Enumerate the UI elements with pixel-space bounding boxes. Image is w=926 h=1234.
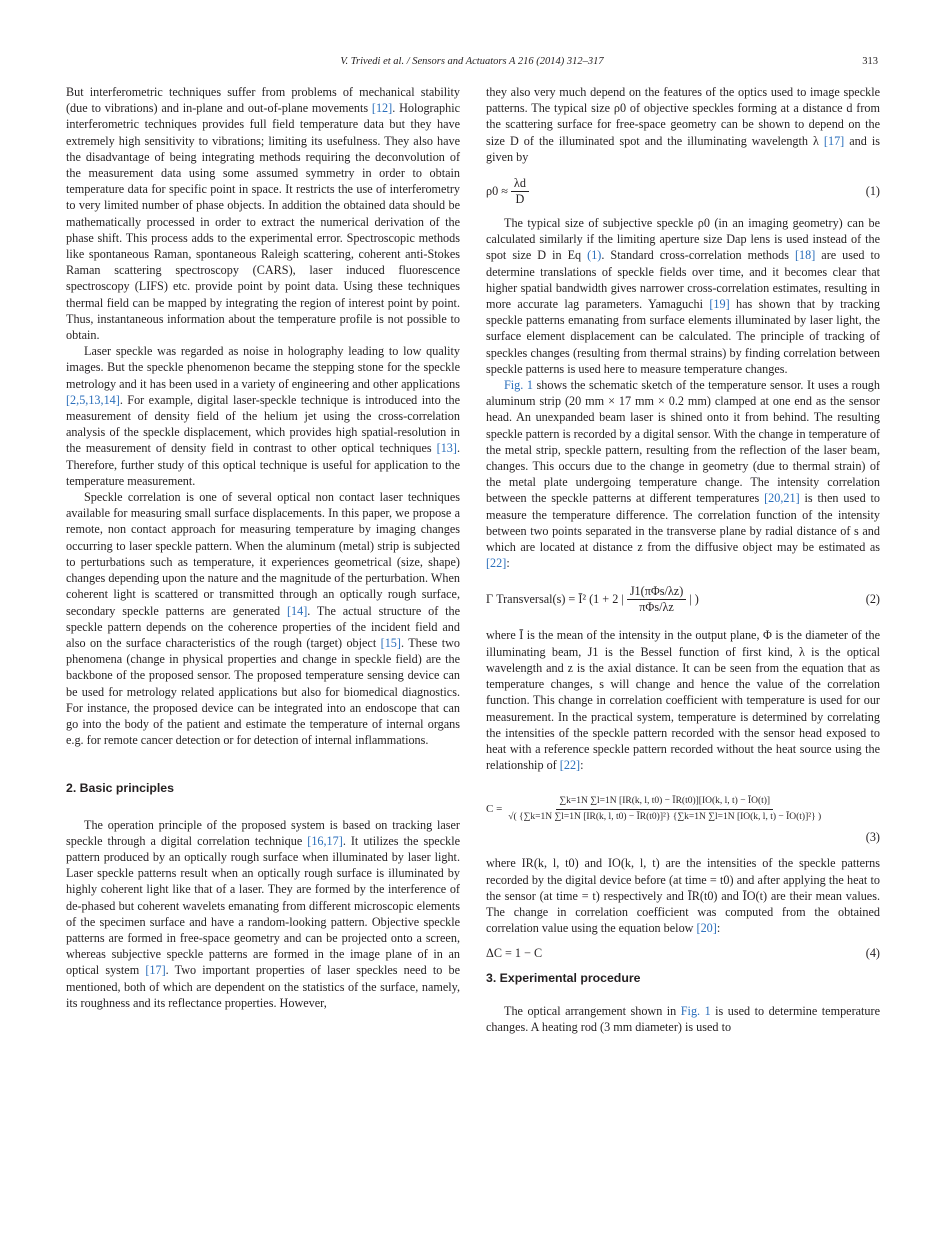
citation-link[interactable]: [19] <box>709 297 730 312</box>
citation-link[interactable]: [14] <box>286 603 308 618</box>
text: . It utilizes the speckle pattern produced by an optically rough surface when illuminated by laser light. Laser speckle patterns result when an optically rough surface is illuminated by highly coherent light like that of a laser. They are formed by the interference of de-phased but coherent wavelets emanating from different microscopic elements of the specimen surface and have a random-looking pattern. Objective speckle patterns are formed in free-space geometry and can be projected onto a screen, whereas subjective speckle patterns are formed in the image plane of in an optical system <box>66 833 460 978</box>
fraction <box>505 794 824 825</box>
equation-number: (3) <box>865 830 880 845</box>
text: The typical size of subjective speckle ρ0 (in an imaging geometry) can be calculated similarly if the limiting aperture size Dap lens is used instead of the spot size D in Eq <box>486 216 880 263</box>
text: and is given by <box>486 133 880 164</box>
denominator: πΦs/λz <box>639 599 674 614</box>
equation-2 <box>486 577 880 621</box>
numerator: J1(πΦs/λz) <box>627 584 686 600</box>
text: . The actual structure of the speckle pattern depends on the coherence properties of the incident field and also on the surface characteristics of the rough (target) object <box>66 603 460 650</box>
equation-lhs: C = <box>486 803 503 816</box>
text: : <box>716 921 721 936</box>
paragraph <box>66 343 460 489</box>
equation-body: ΔC = 1 − C <box>486 946 543 961</box>
text: where IR(k, l, t0) and IO(k, l, t) are the intensities of the speckle patterns recorded by the digital device before (at time = t0) and after applying the heat to the sensor (at time = t) respectively and ĪR(t0) and ĪO(t) are their mean values. The change in correlation coefficient was computed from the obtained correlation value using the equation below <box>486 856 880 936</box>
text: is then used to measure the temperature difference. The correlation function of the intensity between two points separated in the transverse plane by radial distance of s and which are located at distance z from the diffusive object may be estimated as <box>486 491 880 555</box>
citation-link[interactable]: [13] <box>436 441 457 456</box>
denominator: D <box>515 191 525 206</box>
paragraph <box>486 1003 880 1035</box>
text: are used to determine translations of speckle fields over time, and it becomes clear that higher spatial bandwidth gives narrower cross-correlation estimates, resulting in more accurate lag parameters. Yamaguchi <box>486 248 881 312</box>
journal-citation: V. Trivedi et al. / Sensors and Actuators A 216 (2014) 312–317 <box>340 56 604 67</box>
text: The optical arrangement shown in <box>504 1003 681 1018</box>
equation-4 <box>486 942 880 964</box>
running-header <box>66 56 878 72</box>
citation-link[interactable]: [18] <box>794 248 816 263</box>
text: . These two phenomena (change in physical properties and change in speckle field) are the backbone of the proposed sensor. The proposed temperature sensing device can be used for metrology related applications but also for biomedical diagnostics. For instance, the proposed device can be integrated into an endoscope that can go into the body of the patient and estimate the temperature of internal organs e.g. for remote cancer detection or for detection of internal inflammations. <box>66 635 460 748</box>
text: Laser speckle was regarded as noise in holography leading to low quality images. But the speckle phenomenon became the stepping stone for the speckle metrology and it has been used in a variety of engineering and other applications <box>66 344 460 391</box>
text: But interferometric techniques suffer from problems of mechanical stability (due to vibrations) and in-plane and out-of-plane movements <box>66 85 460 116</box>
citation-link[interactable]: [20] <box>696 921 717 936</box>
equation-3 <box>486 781 880 845</box>
citation-link[interactable]: [22] <box>559 758 581 773</box>
text: . For example, digital laser-speckle technique is introduced into the measurement of density field of the helium jet using the cross-correlation analysis of the speckle displacement, which provides high spatial-resolution in the measurement of density field in contrast to other optical techniques <box>66 392 460 456</box>
fraction <box>627 584 686 615</box>
text: shows the schematic sketch of the temperature sensor. It uses a rough aluminum strip (20 mm × 17 mm × 0.2 mm) clamped at one end as the sensor head. An unexpanded beam laser is shined onto it from behind. The resulting speckle pattern is recorded by a digital sensor. With the change in temperature of the metal strip, speckle pattern, resulting from the reflection of the laser beam, changes. This occurs due to the change in geometry (due to thermal strain) of the metal plate undergoing temperature change. The intensity correlation between the speckle patterns at different temperatures <box>486 378 880 506</box>
text: where Ī is the mean of the intensity in the output plane, Φ is the diameter of the illuminating beam, J1 is the Bessel function of first kind, λ is the optical wavelength and z is the axial distance. It can be seen from the equation that as temperature changes, s will change and hence the value of the correlation function. This change in correlation coefficient with temperature is used for our measurement. In the practical system, temperature is determined by correlating the intensities of the speckle pattern recorded with the sensor head exposed to heat with a reference speckle pattern recorded without the heat source using the relationship of <box>486 628 880 773</box>
page-number: 313 <box>862 56 878 67</box>
text: . Standard cross-correlation methods <box>601 248 795 263</box>
equation-number: (2) <box>865 592 880 607</box>
text: Speckle correlation is one of several optical non contact laser techniques available for measuring small surface displacements. In this paper, we propose a remote, non contact approach for measuring temperature by imaging changes occurring to laser speckle pattern. When the aluminum (metal) strip is subjected to perturbations such as temperature, it experiences geometrical (size, shape) changes depending upon the nature and the magnitude of the perturbation. When coherent light is scattered or transmitted through an optically rough surface, secondary speckle patterns are generated <box>66 490 460 618</box>
equation-rhs: | ) <box>689 592 699 607</box>
equation-lhs: Γ Transversal(s) = Ī² (1 + 2 | <box>486 592 624 607</box>
equation-lhs: ρ0 ≈ <box>486 183 508 198</box>
text: . Therefore, further study of this optical technique is useful for application to the temperature measurement. <box>66 441 460 488</box>
equation-number: (4) <box>865 946 880 961</box>
equation-number: (1) <box>865 183 880 198</box>
paragraph <box>66 84 460 343</box>
text: is used to determine temperature changes. A heating rod (3 mm diameter) is used to <box>486 1003 880 1034</box>
text: : <box>580 758 584 773</box>
right-column <box>486 84 880 1035</box>
equation-link[interactable]: (1) <box>587 248 602 263</box>
numerator: λd <box>511 176 529 192</box>
paragraph <box>66 489 460 748</box>
paragraph <box>66 817 460 1011</box>
citation-link[interactable]: [15] <box>380 635 401 650</box>
text: : <box>506 556 510 571</box>
text: they also very much depend on the features of the optics used to image speckle patterns. The typical size ρ0 of objective speckles forming at a distance d from the scattering surface for free-space geometry can be shown to depend on the size D of the illuminated spot and the illuminating wavelength λ <box>486 85 880 148</box>
section-heading: 2. Basic principles <box>66 781 174 796</box>
citation-link[interactable]: [16,17] <box>307 833 343 848</box>
paragraph <box>486 377 880 571</box>
numerator: ∑k=1N ∑l=1N [IR(k, l, t0) − ĪR(t0)][IO(k, l, t) − ĪO(t)] <box>556 794 773 810</box>
citation-link[interactable]: [12] <box>371 101 393 116</box>
paragraph <box>486 627 880 773</box>
paragraph <box>486 855 880 936</box>
paragraph <box>486 215 880 377</box>
figure-link[interactable]: Fig. 1 <box>680 1003 711 1018</box>
citation-link[interactable]: [17] <box>145 963 166 978</box>
citation-link[interactable]: [17] <box>823 133 845 148</box>
left-column <box>66 84 460 1011</box>
text: . Holographic interferometric techniques provides full field temperature data but they have extremely high sensitivity to vibrations; limiting its usefulness. They also have the disadvantage of being integrating methods requiring the deconvolution of the measurement data using some assumed symmetry in order to obtain temperature data for specific point in space. It restricts the use of interferometry to very limited number of phase objects. In addition the obtained data should be mathematically processed in order to extract the numerical derivation of the phase shift. This process adds to the experimental error. Spectroscopic methods like spontaneous Raman, spontaneous Raleigh scattering, coherent anti-Stokes Raman scattering spectroscopy (CARS), laser induced fluorescence spectroscopy (LIFS) etc. provide point by point data. Using these techniques thermal field can be mapped by integrating the region of interest point by point. Thus, instantaneous information about the temperature profile is not possible to obtain. <box>66 101 460 343</box>
text: . Two important properties of laser speckles need to be mentioned, both of which are dependent on the statistics of the surface, namely, its roughness and its reflectance properties. However, <box>66 963 460 1010</box>
equation-1 <box>486 171 880 211</box>
section-heading: 3. Experimental procedure <box>486 971 641 986</box>
citation-link[interactable]: [2,5,13,14] <box>66 392 120 407</box>
citation-link[interactable]: [22] <box>486 556 507 571</box>
text: The operation principle of the proposed system is based on tracking laser speckle through a digital correlation technique <box>66 817 460 848</box>
denominator: √( {∑k=1N ∑l=1N [IR(k, l, t0) − ĪR(t0)]²} {∑k=1N ∑l=1N [IO(k, l, t) − ĪO(t)]²} ) <box>508 811 822 822</box>
figure-link[interactable]: Fig. 1 <box>504 378 533 393</box>
citation-link[interactable]: [20,21] <box>764 491 800 506</box>
text: has shown that by tracking speckle patterns emanating from surface elements illuminated by laser light, the surface element displacement can be calculated. The principle of tracking of speckles changes (resulting from thermal strains) by finding correlation between speckle patterns is used here to measure temperature changes. <box>486 297 880 376</box>
paragraph <box>486 84 880 165</box>
fraction <box>511 176 529 207</box>
